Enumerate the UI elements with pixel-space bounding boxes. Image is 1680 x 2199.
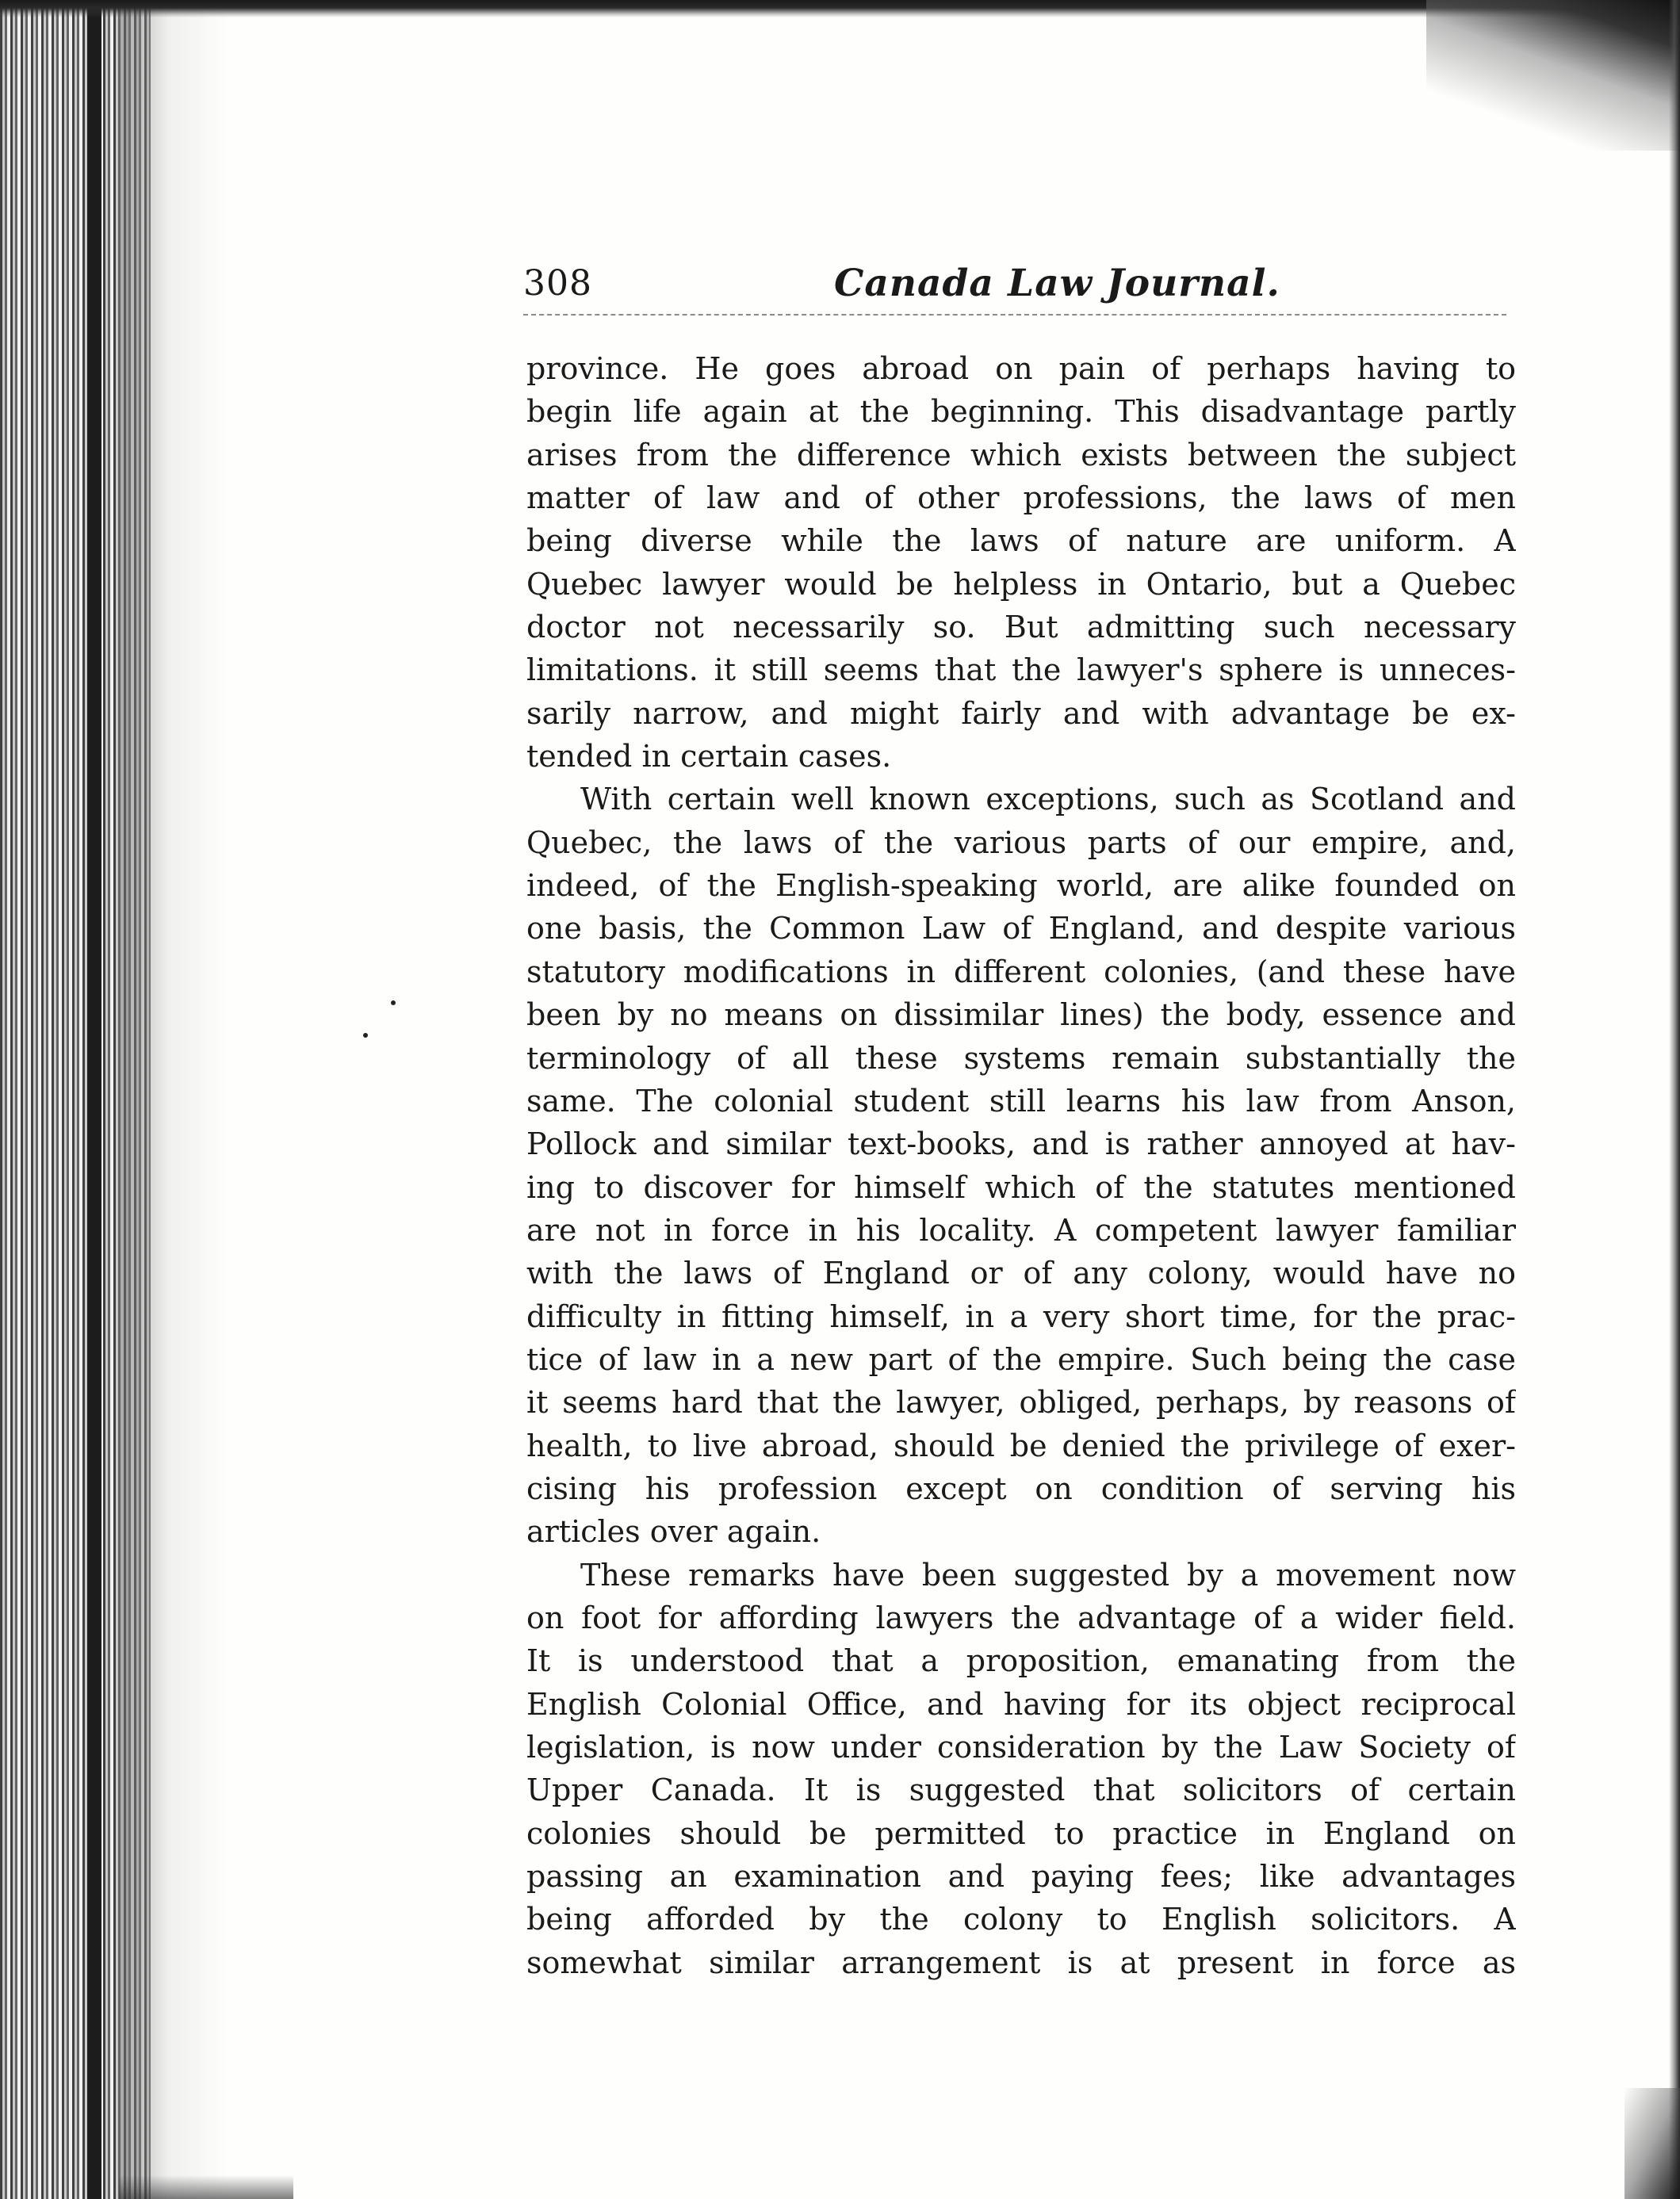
text-line: it seems hard that the lawyer, obliged, perhaps, by reasons of xyxy=(526,1385,1516,1421)
text-line: It is understood that a proposition, emanating from the xyxy=(526,1643,1516,1679)
text-line: difficulty in fitting himself, in a very short time, for the prac- xyxy=(526,1298,1516,1334)
right-scan-edge xyxy=(1669,0,1680,2199)
text-line: tended in certain cases. xyxy=(526,739,892,774)
text-line: Pollock and similar text-books, and is rather annoyed at hav- xyxy=(526,1126,1516,1162)
page-number: 308 xyxy=(523,263,592,304)
text-line: passing an examination and paying fees; like advantages xyxy=(526,1859,1516,1895)
text-line: on foot for affording lawyers the advantage of a wider field. xyxy=(526,1600,1516,1635)
text-line: With certain well known exceptions, such as Scotland and xyxy=(580,782,1516,817)
text-line: Quebec, the laws of the various parts of our empire, and, xyxy=(526,824,1516,860)
text-line: cising his profession except on condition of serving his xyxy=(526,1470,1516,1506)
text-line: matter of law and of other professions, the laws of men xyxy=(526,480,1516,516)
text-line: with the laws of England or of any colony, would have no xyxy=(526,1256,1516,1291)
text-line: English Colonial Office, and having for its object reciprocal xyxy=(526,1686,1516,1722)
text-line: statutory modifications in different colonies, (and these have xyxy=(526,954,1516,989)
stray-ink-dot xyxy=(391,1000,396,1005)
running-header xyxy=(523,260,1506,316)
stray-ink-dot xyxy=(363,1033,368,1038)
article-body xyxy=(526,347,1516,1984)
text-line: are not in force in his locality. A competent lawyer familiar xyxy=(526,1212,1516,1248)
text-line: sarily narrow, and might fairly and with advantage be ex- xyxy=(526,695,1516,731)
text-line: indeed, of the English-speaking world, are alike founded on xyxy=(526,868,1516,904)
text-line: been by no means on dissimilar lines) the body, essence and xyxy=(526,997,1516,1033)
text-line: These remarks have been suggested by a movement now xyxy=(580,1557,1516,1593)
text-line: doctor not necessarily so. But admitting such necessary xyxy=(526,610,1516,645)
header-rule xyxy=(523,314,1506,316)
text-line: articles over again. xyxy=(526,1514,821,1550)
text-line: limitations. it still seems that the lawyer's sphere is unneces- xyxy=(526,652,1516,688)
text-line: somewhat similar arrangement is at present in force as xyxy=(526,1945,1516,1980)
book-gutter xyxy=(87,0,101,2199)
text-line: province. He goes abroad on pain of perhaps having to xyxy=(526,351,1516,386)
text-line: being diverse while the laws of nature are uniform. A xyxy=(526,523,1516,559)
gutter-fade xyxy=(119,0,230,2199)
text-line: legislation, is now under consideration by the Law Society of xyxy=(526,1730,1516,1765)
text-line: begin life again at the beginning. This disadvantage partly xyxy=(526,394,1516,430)
bottom-right-scan-shadow xyxy=(1625,2088,1680,2199)
text-line: same. The colonial student still learns his law from Anson, xyxy=(526,1083,1516,1119)
text-line: terminology of all these systems remain substantially the xyxy=(526,1040,1516,1076)
text-line: Upper Canada. It is suggested that solicitors of certain xyxy=(526,1773,1516,1808)
text-line: arises from the difference which exists between the subject xyxy=(526,437,1516,472)
text-line: ing to discover for himself which of the statutes mentioned xyxy=(526,1169,1516,1205)
top-right-scan-shadow xyxy=(1426,0,1680,151)
text-line: one basis, the Common Law of England, and despite various xyxy=(526,911,1516,947)
text-line: colonies should be permitted to practice in England on xyxy=(526,1815,1516,1851)
text-line: Quebec lawyer would be helpless in Ontario, but a Quebec xyxy=(526,566,1516,602)
text-line: tice of law in a new part of the empire. Such being the case xyxy=(526,1341,1516,1377)
text-line: being afforded by the colony to English solicitors. A xyxy=(526,1902,1516,1937)
bottom-left-scan-shadow xyxy=(119,2175,293,2199)
text-line: health, to live abroad, should be denied the privilege of exer- xyxy=(526,1428,1516,1463)
journal-title: Canada Law Journal. xyxy=(834,262,1280,305)
